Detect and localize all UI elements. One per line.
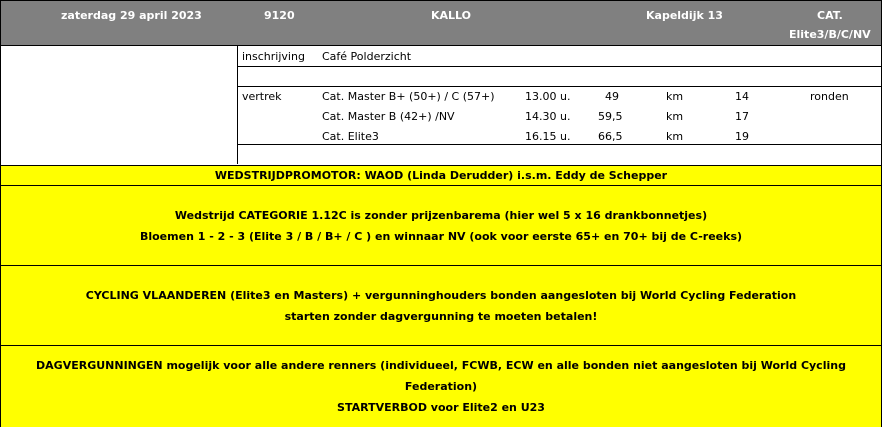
day-license-line-2: STARTVERBOD voor Elite2 en U23 (337, 401, 545, 414)
prizes-line-2: Bloemen 1 - 2 - 3 (Elite 3 / B / B+ / C ) en winnaar NV (ook voor eerste 65+ en 70+ bij de C-reeks) (139, 229, 743, 243)
row-distance: 49 (605, 90, 619, 103)
prizes-line-1: Wedstrijd CATEGORIE 1.12C is zonder prijzenbarema (hier wel 5 x 16 drankbonnetjes) (174, 208, 708, 222)
postcode: 9120 (264, 9, 295, 22)
divider (238, 66, 881, 67)
category-value: Elite3/B/C/NV (789, 28, 871, 41)
laps-label: ronden (810, 90, 849, 103)
divider (238, 144, 881, 145)
promotor-text: WEDSTRIJDPROMOTOR: WAOD (Linda Derudder) i.s.m. Eddy de Schepper (214, 169, 668, 182)
promotor-banner (1, 165, 881, 185)
day-license-line-1: DAGVERGUNNINGEN mogelijk voor alle andere renners (individueel, FCWB, ECW en alle bonden niet aangesloten bij World Cycling Federation) (36, 359, 846, 393)
row-laps: 17 (735, 110, 749, 123)
race-date: zaterdag 29 april 2023 (61, 9, 202, 22)
address: Kapeldijk 13 (646, 9, 723, 22)
row-distance: 66,5 (598, 130, 623, 143)
divider (238, 86, 881, 87)
row-time: 16.15 u. (525, 130, 571, 143)
registration-label: inschrijving (242, 50, 305, 63)
row-laps: 19 (735, 130, 749, 143)
town: KALLO (431, 9, 472, 22)
header-bar (1, 1, 881, 46)
row-time: 13.00 u. (525, 90, 571, 103)
row-unit: km (666, 90, 684, 103)
blank-cell (1, 46, 238, 164)
row-category: Cat. Elite3 (322, 130, 379, 143)
license-line-1: CYCLING VLAANDEREN (Elite3 en Masters) + vergunninghouders bonden aangesloten bij World Cycling Federation (85, 288, 797, 302)
row-unit: km (666, 110, 684, 123)
row-unit: km (666, 130, 684, 143)
license-line-2: starten zonder dagvergunning te moeten betalen! (284, 309, 598, 323)
row-category: Cat. Master B+ (50+) / C (57+) (322, 90, 495, 103)
prizes-notice (1, 185, 881, 265)
row-distance: 59,5 (598, 110, 623, 123)
row-laps: 14 (735, 90, 749, 103)
info-table (1, 46, 881, 165)
registration-place: Café Polderzicht (322, 50, 412, 63)
row-category: Cat. Master B (42+) /NV (322, 110, 455, 123)
license-notice (1, 265, 881, 345)
departure-label: vertrek (242, 90, 282, 103)
row-time: 14.30 u. (525, 110, 571, 123)
day-license-notice (1, 345, 881, 427)
category-label: CAT. (817, 9, 843, 22)
